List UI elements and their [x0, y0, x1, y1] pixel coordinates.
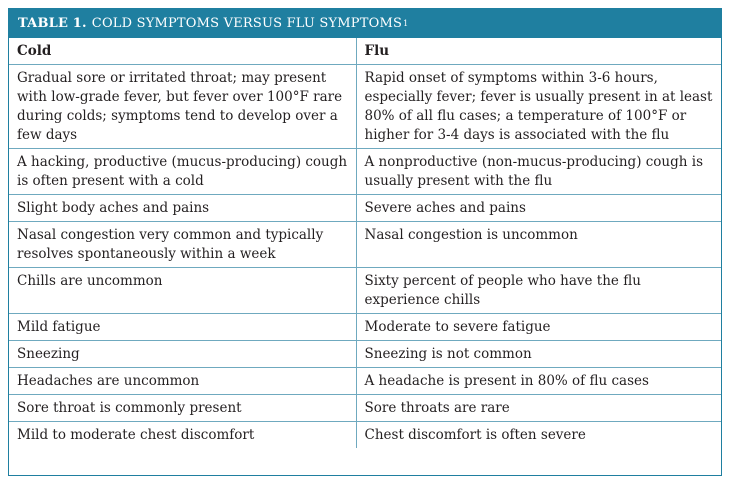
flu-cell: Rapid onset of symptoms within 3-6 hours, especially fever; fever is usually present in at least 80% of all flu cases; a temperature of 100°F or higher for 3-4 days is associated with the flu	[356, 65, 721, 149]
cold-cell: Mild to moderate chest discomfort	[9, 422, 356, 449]
cold-cell: Chills are uncommon	[9, 268, 356, 314]
column-header-flu: Flu	[356, 38, 721, 65]
flu-cell: Sneezing is not common	[356, 341, 721, 368]
flu-cell: A headache is present in 80% of flu cases	[356, 368, 721, 395]
table-row	[9, 422, 721, 449]
cold-cell: Gradual sore or irritated throat; may present with low-grade fever, but fever over 100°F rare during colds; symptoms tend to develop over a few days	[9, 65, 356, 149]
table-row	[9, 268, 721, 314]
flu-cell: Sixty percent of people who have the flu experience chills	[356, 268, 721, 314]
footnote-ref: 1	[403, 19, 409, 28]
flu-cell: Nasal congestion is uncommon	[356, 222, 721, 268]
cold-cell: Sneezing	[9, 341, 356, 368]
table-caption	[9, 9, 721, 38]
table-label: TABLE 1.	[18, 16, 87, 31]
table-title: COLD SYMPTOMS VERSUS FLU SYMPTOMS	[91, 16, 403, 31]
table-row	[9, 314, 721, 341]
cold-cell: Slight body aches and pains	[9, 195, 356, 222]
symptoms-table	[8, 8, 722, 476]
table-row	[9, 195, 721, 222]
table-row	[9, 341, 721, 368]
flu-cell: Moderate to severe fatigue	[356, 314, 721, 341]
header-row	[9, 38, 721, 65]
table-row	[9, 149, 721, 195]
flu-cell: A nonproductive (non-mucus-producing) cough is usually present with the flu	[356, 149, 721, 195]
table-row	[9, 65, 721, 149]
flu-cell: Chest discomfort is often severe	[356, 422, 721, 449]
cold-cell: A hacking, productive (mucus-producing) cough is often present with a cold	[9, 149, 356, 195]
comparison-table	[9, 38, 721, 448]
flu-cell: Severe aches and pains	[356, 195, 721, 222]
table-row	[9, 368, 721, 395]
cold-cell: Nasal congestion very common and typically resolves spontaneously within a week	[9, 222, 356, 268]
table-row	[9, 222, 721, 268]
cold-cell: Mild fatigue	[9, 314, 356, 341]
table-row	[9, 395, 721, 422]
cold-cell: Sore throat is commonly present	[9, 395, 356, 422]
cold-cell: Headaches are uncommon	[9, 368, 356, 395]
flu-cell: Sore throats are rare	[356, 395, 721, 422]
column-header-cold: Cold	[17, 43, 52, 59]
